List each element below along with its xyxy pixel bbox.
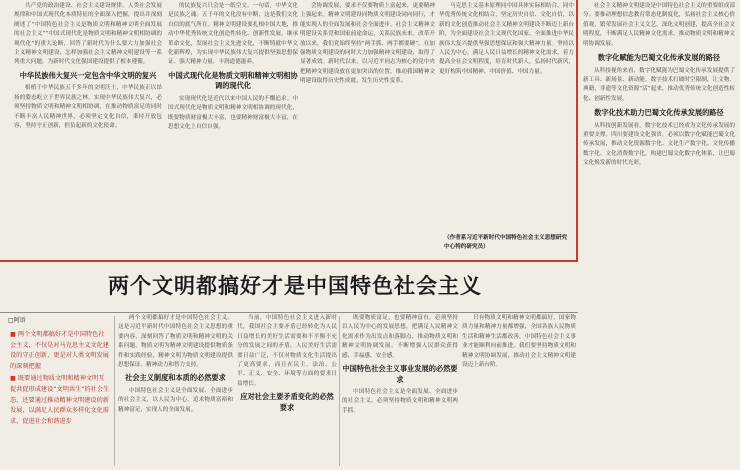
bullet-icon: ■ — [10, 331, 16, 338]
paragraph: 根植于中华民族五千多年的文明沃土，中华民族正以昂扬的姿态屹立于世界民族之林。实现中华民族伟大复兴，必须坚持物质文明和精神文明相协调，在推动物质富足的同时不断丰富人民精神世界，必须坚定文化自信，秉持开放包容，坚持守正创新，担负起新的文化使命。 — [14, 85, 162, 129]
top-article-column-3 — [300, 2, 435, 257]
paragraph: 实现现代化是近代以来中国人民的不懈追求。中国式现代化是物质文明和精神文明相协调的现代化，既要物质财富极大丰富，也要精神财富极大丰富，在思想文化上自信自强。 — [168, 95, 298, 131]
paragraph: 当前，中国特色社会主义进入新时代，我国社会主要矛盾已经转化为人民日益增长的美好生活需要和不平衡不充分的发展之间的矛盾。人民美好生活需要日益广泛，不仅对物质文化生活提出了更高要求，而且在民主、法治、公平、正义、安全、环境等方面的要求日益增长。 — [237, 315, 337, 387]
bullet-icon: ■ — [10, 375, 16, 383]
paragraph: 的民族复兴只会是一纸空文。一句话，中华文化是民族之魂。五千年的文化没有中断，这是我们文化自信的底气所在。精神文明建设要扎根中国大地，推动中华优秀传统文化创造性转化、创新性发展，继承革命文化，发展社会主义先进文化，不断铸就中华文化新辉煌，为实现中华民族伟大复兴提供坚强思想保证、强大精神力量、丰润道德滋养。 — [168, 3, 298, 66]
paragraph: 从科技视角来看，数字化赋能为巴蜀文化传承发展提供了新工具、新场景、新动能。数字技术打破时空限制，让文物、典籍、非遗等文化资源“活”起来，推动优秀传统文化创造性转化、创新性发展。 — [583, 67, 735, 102]
top-article — [0, 0, 578, 262]
paragraph: 马克思主义基本原理同中国具体实际相结合、同中华优秀传统文化相结合，坚定历史自信、文化自信，以新的文化创造推动社会主义精神文明建设不断迈上新台阶，为全面建设社会主义现代化国家、全面推进中华民族伟大复兴提供坚强思想保证和强大精神力量。坚持以人民为中心，满足人民日益增长的精神文化需求，着力提高全社会文明程度，培育时代新人，弘扬时代新风，更好构筑中国精神、中国价值、中国力量。 — [439, 3, 574, 75]
column-divider — [114, 316, 115, 466]
section-subheading: 中国特色社会主义事业发展的必然要求 — [342, 364, 458, 384]
paragraph: 中国特色社会主义是全面发展、全面进步的社会主义，必须坚持物质文明和精神文明两手抓。 — [342, 389, 458, 414]
bottom-article-column-3 — [342, 314, 458, 470]
section-subheading: 社会主义制度和本质的必然要求 — [125, 373, 226, 383]
paragraph: 社会主义精神文明建设是中国特色社会主义的重要组成部分。要推动理想信念教育常态化制度化，弘扬社会主义核心价值观，繁荣发展社会主义文艺，深化文明创建，提高全社会文明程度，不断满足人民精神文化需求，推动物质文明和精神文明协调发展。 — [583, 3, 735, 47]
paragraph: 既要物质富足，也要精神富有。必须坚持以人民为中心的发展思想，把满足人民精神文化需求作为出发点和落脚点，推动物质文明和精神文明协调发展，不断增强人民群众获得感、幸福感、安全感。 — [342, 315, 458, 359]
paragraph: 中国特色社会主义是全面发展、全面进步的社会主义，以人民为中心，追求物质富裕和精神富足，实现人的全面发展。 — [118, 387, 233, 413]
section-subheading: 应对社会主要矛盾变化的必然要求 — [240, 392, 334, 412]
divider — [0, 312, 578, 313]
section-subheading: 中国式现代化是物质文明和精神文明相协调的现代化 — [168, 70, 298, 91]
bottom-article-column-2 — [237, 314, 337, 470]
summary-item — [10, 330, 110, 372]
section-subheading: 数字化赋能为巴蜀文化传承发展的路径 — [597, 53, 721, 63]
article-headline: 两个文明都搞好才是中国特色社会主义 — [108, 273, 482, 298]
section-subheading: 数字化技术助力巴蜀文化传承发展的路径 — [594, 108, 724, 118]
paragraph: 只有物质文明和精神文明都搞好，国家物质力量和精神力量都增强，全国各族人民物质生活和精神生活都改善，中国特色社会主义事业才能顺利向前推进。我们要坚持物质文明和精神文明协调发展，推动社会主义精神文明建设迈上新台阶。 — [462, 315, 576, 369]
summary-item — [10, 374, 110, 427]
summary-text: 两个文明都搞好才是中国特色社会主义，不仅是对马克思主义文化建设的守正创新，更是对人类文明发展的深刻把握 — [10, 331, 109, 370]
top-article-column-4 — [439, 2, 574, 257]
author-byline: （作者系习近平新时代中国特色社会主义思想研究中心特约研究员） — [444, 235, 568, 250]
paragraph: 会协调发展，要求不仅要物质上富起来，更要精神上强起来。精神文明建设同物质文明建设同向同行，才能实现人的全面发展和社会全面进步。社会主义精神文明建设关系党和国家前途命运，关系民族未来。改革开放以来，我们党始终坚持“两手抓、两手都要硬”，在加强物质文明建设的同时大力加强精神文明建设，取得了显著成效。新时代以来，以习近平同志为核心的党中央把精神文明建设放在更加突出的位置，推动我国精神文明建设取得历史性成就、发生历史性变革。 — [300, 3, 435, 85]
top-article-column-2 — [168, 2, 298, 257]
editor-label: □阿语 — [8, 317, 26, 324]
right-column-article — [583, 2, 735, 462]
section-subheading: 中华民族伟大复兴一定包含中华文明的复兴 — [19, 70, 157, 80]
summary-box — [10, 330, 110, 470]
bottom-article-column-4 — [462, 314, 576, 470]
bottom-article-column-1 — [118, 314, 233, 470]
summary-text: 既要通过物质文明和精神文明互促共促形成建设“文明共生”的社会生态，还要通过推动精神文明建设的新发展，以满足人民群众多样化文化需求，促进社会和谐进步 — [10, 375, 110, 425]
column-divider — [339, 316, 340, 466]
paragraph: 共产党的政治建设、社会主义建设规律，人类社会发展规律和中国式现代化本质特征的全面深入把握，提出并深刻阐述了“中国特色社会主义是物质文明和精神文明全面发展的社会主义”“中国式现代化是物质文明和精神文明相协调的现代化”的重大论断，回答了新时代为什么要大力加强社会主义精神文明建设、怎样加强社会主义精神文明建设等一系列重大问题，为新时代文化强国建设提供了根本遵循。 — [14, 3, 162, 66]
paragraph: 两个文明都搞好才是中国特色社会主义。这是习近平新时代中国特色社会主义思想的重要内容，深刻回答了物质文明和精神文明的关系问题。物质文明为精神文明建设提供物质条件和实践经验，精神文明为物质文明建设提供思想保证、精神动力和智力支持。 — [118, 315, 233, 369]
top-article-column-1 — [14, 2, 162, 257]
paragraph: 从科技创新发展看，数字化技术已经成为文化传承发展的重要支撑。四川要建设文化强省，必须以数字化赋能巴蜀文化传承发展，推动文化资源数字化、文化生产数字化、文化传播数字化、文化消费数字化，构建巴蜀文化数字化体系，让巴蜀文化焕发新的时代光彩。 — [583, 122, 735, 167]
